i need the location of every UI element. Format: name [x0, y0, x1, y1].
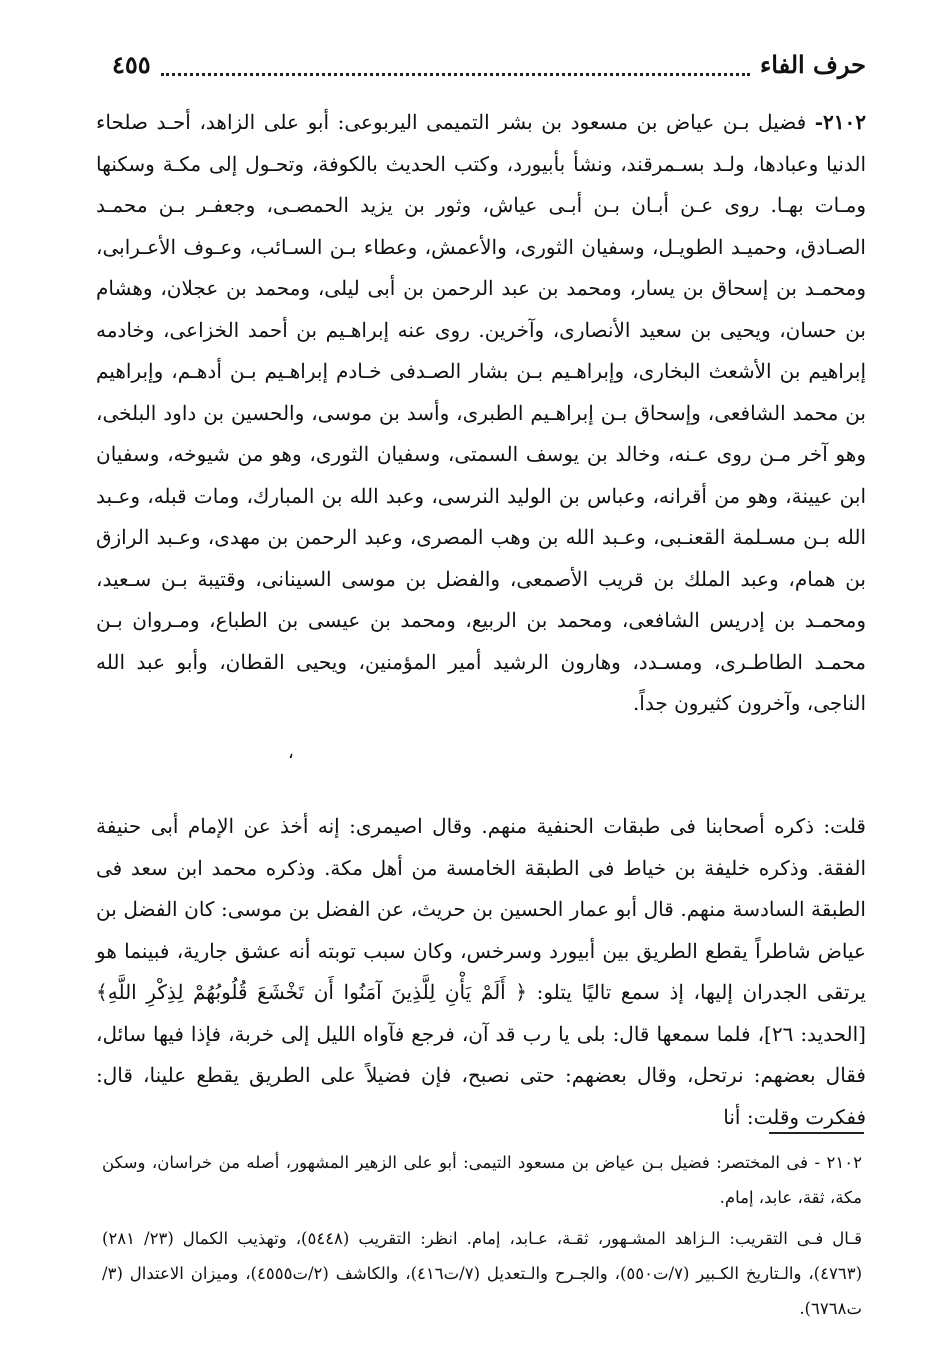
biography-entry — [96, 102, 866, 725]
commentary-paragraph — [96, 806, 866, 1138]
entry-number: ٢١٠٢- — [814, 110, 866, 134]
footnote-taqrib: قـال فـى التقريب: الـزاهد المشـهور، ثقـة، عـابد، إمام. انظر: التقريب (٥٤٤٨)، وتهذيب الكمال (٢٣/ ٢٨١) (٤٧٦٣)، والـتاريخ الكـبير (٧/ت٥٥٠)، والجـرح والـتعديل (٧/ت٤١٦)، والكاشف (٢/ت٤٥٥٥)، وميزان الاعتدال (٣/ ت٦٧٦٨). — [102, 1229, 863, 1318]
header-dotted-leader — [161, 59, 750, 76]
page-header — [112, 44, 866, 84]
page-number: ٤٥٥ — [112, 49, 151, 79]
quran-verse: ﴿ أَلَمْ يَأْنِ لِلَّذِينَ آمَنُوا أَن تَخْشَعَ قُلُوبُهُمْ لِذِكْرِ اللَّهِ﴾ — [96, 980, 528, 1004]
stray-mark: ، — [288, 742, 294, 763]
commentary-text-after-verse: [الحديد: ٢٦]، فلما سمعها قال: بلى يا رب قد آن، فرجع فآواه الليل إلى خربة، فإذا فيها سائل، فقال بعضهم: نرتحل، وقال بعضهم: حتى نصبح، فإن فضيلاً على الطريق يقطع علينا، قال: ففكرت وقلت: أنا — [96, 1021, 866, 1129]
footnote-mukhtasar: ٢١٠٢ - فى المختصر: فضيل بـن عياض بن مسعود التيمى: أبو على الزهير المشهور، أصله من خراسان، وسكن مكة، ثقة، عابد، إمام. — [102, 1153, 862, 1207]
commentary-text-before-verse: قلت: ذكره أصحابنا فى طبقات الحنفية منهم. وقال اصيمرى: إنه أخذ عن الإمام أبى حنيفة الفقة. وذكره خليفة بن خياط فى الطبقة الخامسة من أهل مكة. وذكره محمد ابن سعد فى الطبقة السادسة منهم. قال أبو عمار الحسين بن حريث، عن الفضل بن موسى: كان الفضل بن عياض شاطراً يقطع الطريق بين أبيورد وسرخس، وكان سبب توبته أنه عشق جارية، فبينما هو يرتقى الجدران إليها، إذ سمع تاليًا يتلو: — [96, 814, 866, 1004]
entry-text: فضيل بـن عياض بن مسعود بن بشر التميمى اليربوعى: أبو على الزاهد، أحـد صلحاء الدنيا وعبادها، ولـد بسـمرقند، ونشأ بأبيورد، وكتب الحديث بالكوفة، وتحـول إلى مكـة وسكنها ومـات بهـا. روى عـن أبـان بـن أبـى عياش، وثور بن يزيد الحمصـى، وجعفـر بـن محمـد الصـادق، وحميـد الطويـل، وسفيان الثورى، والأعمش، وعطاء بـن السـائب، وعـوف الأعـرابى، ومحمـد بن إسحاق بن يسار، ومحمد بن عبد الرحمن بن أبى ليلى، ومحمد بن عجلان، وهشام بن حسان، ويحيى بن سعيد الأنصارى، وآخرين. روى عنه إبراهـيم بن أحمد الخزاعى، وخادمه إبراهيم بن الأشعث البخارى، وإبراهـيم بـن بشار الصـدفى خـادم إبراهـيم بـن أدهـم، وإبراهيم بن محمد الشافعى، وإسحاق بـن إبراهـيم الطبرى، وأسد بن موسى، والحسين بن داود البلخى، وهو آخر مـن روى عـنه، وخالد بن يوسف السمتى، وسفيان الثورى، وهو من شيوخه، وسفيان ابن عيينة، وهو من أقرانه، وعباس بن الوليد النرسى، وعبد الله بن المبارك، ومات قبله، وعـبد الله بـن مسـلمة القعنـبى، وعـبد الله بن وهب المصرى، وعبد الرحمن بن مهدى، وعـبد الرازق بن همام، وعبد الملك بن قريب الأصمعى، والفضل بن موسى السينانى، وقتيبة بـن سـعيد، ومحمـد بن إدريس الشافعى، ومحمد بن الربيع، ومحمد بن عيسى بن الطباع، ومـروان بـن محمـد الطاطـرى، ومسـدد، وهارون الرشيد أمير المؤمنين، ويحيى القطان، وأبو عبد الله الناجى، وآخرون كثيرون جداً. — [96, 110, 866, 715]
footnotes — [102, 1145, 862, 1326]
footnote-separator — [769, 1132, 864, 1134]
running-title: حرف الفاء — [759, 49, 866, 79]
